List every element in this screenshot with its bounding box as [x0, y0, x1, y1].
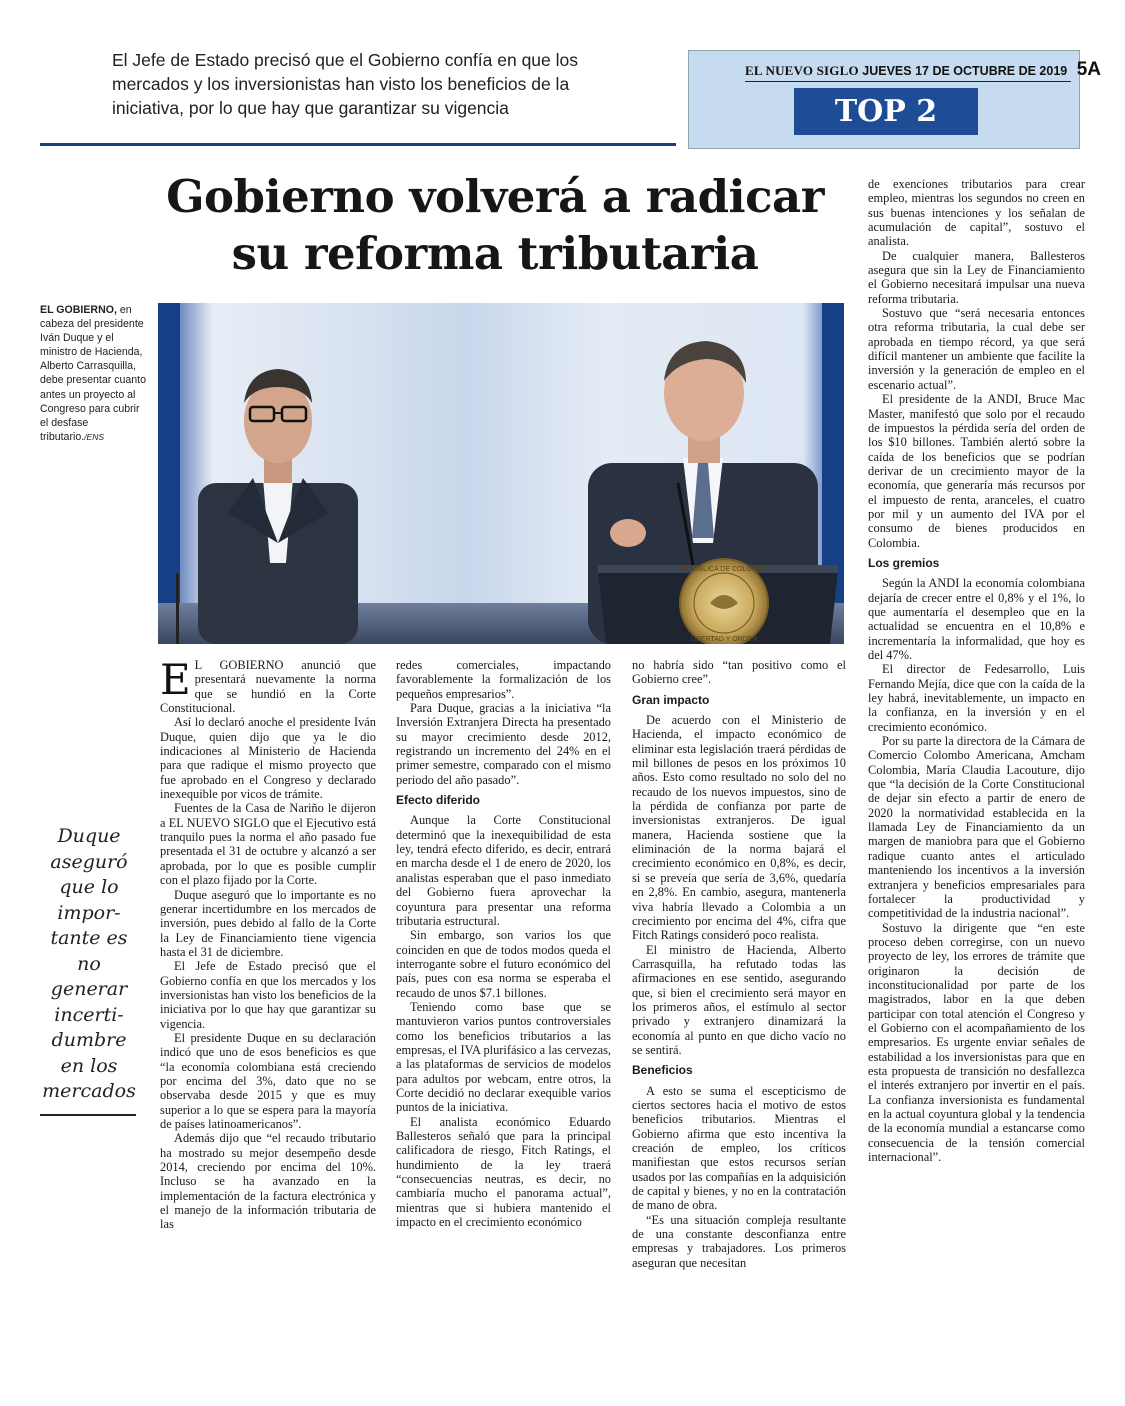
news-photo: [158, 303, 844, 644]
paragraph: El presidente de la ANDI, Bruce Mac Master, manifestó que solo por el recaudo de impuestos la pérdida sería del orden de los $10 billones. También alertó sobre la caída de los beneficios que se podrían derivar de un crecimiento mayor de la economía, que generaría más recursos por el impuesto de renta, aranceles, el cuatro por mil y un aumento del IVA por el consumo de bienes producidos en Colombia.: [868, 392, 1085, 550]
headline: Gobierno volverá a radicar su reforma tributaria: [166, 170, 824, 280]
photo-caption: [40, 303, 148, 444]
seal-text-bottom: LIBERTAD Y ORDEN: [690, 636, 758, 643]
masthead: [688, 50, 1102, 149]
paragraph: Sostuvo que “será necesaria entonces otra reforma tributaria, la cual debe ser aprobada en tiempo récord, ya que será difícil mantener un ambiente que facilite la inversión y la generación de empleo en el escenario actual”.: [868, 306, 1085, 392]
subhead-beneficios: Beneficios: [632, 1063, 693, 1078]
seal-text-top: REPÚBLICA DE COLOMBIA: [679, 566, 769, 573]
paragraph: Aunque la Corte Constitucional determinó que la inexequibilidad de esta ley, tendrá efecto diferido, es decir, entrará en marcha desde el 1 de enero de 2020, los analistas esperaban que el paso inmediato del Gobierno fuera aprovechar la coyuntura para presentar una reforma tributaria estructural.: [396, 813, 611, 928]
paragraph: “Es una situación compleja resultante de una constante desconfianza entre empresas y trabajadores. Los primeros aseguran que necesitan: [632, 1212, 846, 1270]
paragraph: Según la ANDI la economía colombiana dejaría de crecer entre el 0,8% y el 1%, lo que aumentaría el desempleo que en la actualidad se encuentra en el 10,8% e incrementaría la informalidad, que hoy es del 47%.: [868, 576, 1085, 662]
paragraph: De cualquier manera, Ballesteros asegura que sin la Ley de Financiamiento el Gobierno necesitará impulsar una nueva reforma tributaria.: [868, 248, 1085, 306]
caption-text: en cabeza del presidente Iván Duque y el ministro de Hacienda, Alberto Carrasquilla, debe presentar cuanto antes un proyecto al Congreso para cubrir el desfase tributario.: [40, 304, 147, 443]
issue-date: JUEVES 17 DE OCTUBRE DE 2019: [862, 64, 1068, 78]
paper-name: EL NUEVO SIGLO: [745, 63, 859, 78]
paragraph: Duque aseguró que lo importante es no generar incertidumbre en los mercados de inversión, pues debido al fallo de la Corte la Ley de Financiamiento tiene vigencia hasta el 31 de diciembre.: [160, 887, 376, 959]
header-rule: [40, 143, 676, 146]
paragraph: De acuerdo con el Ministerio de Hacienda, el impacto económico de eliminar esta legislación traerá pérdidas de mil billones de pesos en los próximos 10 años. Esto como resultado no solo del no recaudo de los nuevos impuestos, sino de la pérdida de confianza por parte de inversionistas extranjeros. De igual manera, Hacienda sostiene que la eliminación de la norma bajará el crecimiento económico en 0,8%, es decir, si se preveía que sería de 3,6%, quedaría en 2,8%. En cambio, asegura, mantenerla viva habría llevado a Colombia a un crecimiento por encima del 4%, cifra que Fitch Ratings consideró poco realista.: [632, 713, 846, 943]
paragraph: de exenciones tributarios para crear empleo, mientras los segundos no creen en sus buenas intenciones y los señalan de acumulación de capital”, sostuvo el analista.: [868, 177, 1085, 249]
photo-illustration: [158, 303, 844, 644]
paragraph: Por su parte la directora de la Cámara de Comercio Colombo Americana, Amcham Colombia, María Claudia Lacouture, dijo que “la decisión de la Corte Constitucional de dejar sin efecto a partir de enero de 2020 la normatividad establecida en la llamada Ley de Financiamiento da un margen de maniobra para que el Gobierno radique cuanto antes el articulado manteniendo los incentivos a la inversión extranjera y beneficios empresariales para fortalecer la productividad y competitividad de la industria nacional”.: [868, 734, 1085, 921]
paragraph: El director de Fedesarrollo, Luis Fernando Mejía, dice que con la caída de la ley habrá, inevitablemente, un impacto en la confianza, en la inversión y en el crecimiento económico.: [868, 662, 1085, 734]
lead-paragraph: E L GOBIERNO anunció que presentará nuevamente la norma que se hundió en la Corte Constitucional.: [160, 655, 376, 716]
subhead-efecto: Efecto diferido: [396, 793, 481, 808]
article-column-4: [868, 177, 1085, 1164]
subhead-gremios: Los gremios: [868, 555, 940, 570]
pull-quote: Duque aseguró que lo importante es no generar incertidumbre en los mercados: [42, 825, 136, 1102]
paragraph: El analista económico Eduardo Ballesteros señaló que para la principal calificadora de riesgo, Fitch Ratings, el hundimiento de la ley traerá “consecuencias neutras, es decir, no cambiaría mucho el panorama actual”, mientras que si hubiera mantenido el impacto en el crecimiento económico: [396, 1114, 611, 1230]
paragraph: Para Duque, gracias a la iniciativa “la Inversión Extranjera Directa ha presentado su mayor crecimiento desde 2012, registrando un incremento del 24% en el primer semestre, comparado con el mismo periodo del año pasado”.: [396, 701, 611, 787]
paragraph: A esto se suma el escepticismo de ciertos sectores hacia el motivo de estos beneficios tributarios. Mientras el Gobierno afirma que esto incentiva la creación de empleo, los críticos manifiestan que estos recursos serían usados por las compañías en la adquisición de capital y bienes, y no en la contratación de mano de obra.: [632, 1083, 846, 1213]
paragraph: Además dijo que “el recaudo tributario ha mostrado su mejor desempeño desde 2014, creciendo por encima del 10%. Incluso se ha avanzado en la implementación de la factura electrónica y el manejo de la información tributaria de las: [160, 1131, 376, 1232]
paragraph: El presidente Duque en su declaración indicó que uno de esos beneficios es que “la economía colombiana está creciendo por encima del 3%, dato que no se observaba desde 2015 y que es muy superior a lo que se espera para la mayoría de países latinoamericanos”.: [160, 1030, 376, 1131]
paragraph: no habría sido “tan positivo como el Gobierno cree”.: [632, 658, 846, 687]
section-label: TOP 2: [794, 88, 978, 135]
paragraph: Teniendo como base que se mantuvieron varios puntos controversiales como los beneficios tributarios a las empresas, el IVA plurifásico a las cervezas, a las plataformas de servicios de modelos para adultos por webcam, entre otros, la Corte decidió no declarar exequible varios puntos de la iniciativa.: [396, 999, 611, 1115]
article-column-3: [632, 658, 846, 1270]
paragraph: El ministro de Hacienda, Alberto Carrasquilla, ha refutado todas las afirmaciones en ese sentido, asegurando que, si bien el crecimiento será mayor en los primeros años, el estímulo al sector privado y extranjero dinamizará la economía al punto en que dicho vacío no se sentirá.: [632, 942, 846, 1057]
page-number: 5A: [1076, 59, 1102, 80]
article-column-2: [396, 658, 611, 1229]
paragraph: Así lo declaró anoche el presidente Iván Duque, quien dijo que ya le dio indicaciones al Ministerio de Hacienda para que radique el mismo proyecto que fue aprobado en el Congreso y declarado inexequible por vicos de trámite.: [160, 715, 376, 802]
pull-quote-rule: [40, 1114, 136, 1116]
paragraph: redes comerciales, impactando favorablemente la formalización de los pequeños empresarios”.: [396, 658, 611, 701]
caption-credit: /ENS: [84, 431, 105, 442]
masthead-line: [745, 59, 1101, 81]
article-column-1: [160, 655, 376, 1232]
subhead-impacto: Gran impacto: [632, 692, 710, 707]
paragraph: Sostuvo la dirigente que “en este proceso deben corregirse, con un nuevo proyecto de ley, los errores de trámite que originaron la decisión de inconstitucionalidad por parte de los magistrados, labor en la que deben participar con total atención el Congreso y el Gobierno con el acompañamiento de los empresarios. Es urgente enviar señales de estabilidad a los inversionistas para que en esta propuesta de transición no desfallezca el interés extranjero por invertir en el país. La confianza inversionista es fundamental en la actual coyuntura global y la tendencia de la economía mundial a estancarse como consecuencia de la tensión comercial internacional”.: [868, 920, 1085, 1165]
masthead-rule: [745, 81, 1071, 82]
paragraph: Fuentes de la Casa de Nariño le dijeron a EL NUEVO SIGLO que el Ejecutivo está tranquilo pues la norma el año pasado fue presentada el 31 de octubre y alcanzó a ser aprobada, por lo que es posible cumplir con el plazo fijado por la Corte.: [160, 801, 376, 888]
paragraph: El Jefe de Estado precisó que el Gobierno confía en que los mercados y los inversionistas han visto los beneficios de la iniciativa por lo que hay que garantizar su vigencia.: [160, 959, 376, 1031]
paragraph: Sin embargo, son varios los que coinciden en que de todos modos queda el interrogante sobre el futuro económico del país, pues con esa norma se esperaba el recaudo de unos $7.1 billones.: [396, 928, 611, 1000]
drop-cap: E: [160, 655, 191, 704]
caption-lead: EL GOBIERNO,: [40, 304, 117, 316]
kicker-text: El Jefe de Estado precisó que el Gobierno confía en que los mercados y los inversionistas han visto los beneficios de la iniciativa, por lo que hay que garantizar su vigencia: [112, 50, 578, 118]
